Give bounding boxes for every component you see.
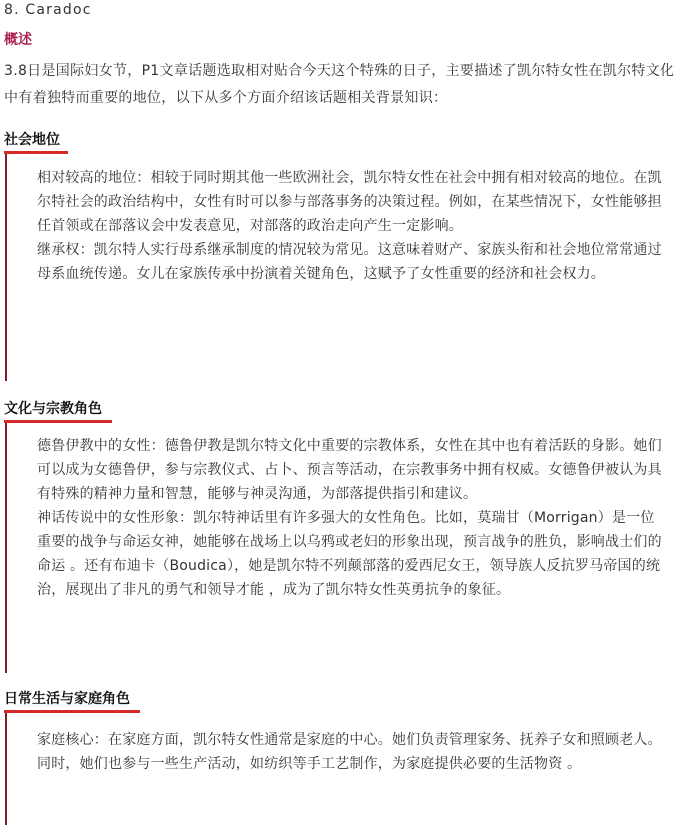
section-underline xyxy=(4,710,140,713)
item-number: 8. xyxy=(4,2,20,18)
section-title-culture-religion: 文化与宗教角色 xyxy=(4,401,102,417)
section-body-social-status xyxy=(37,166,665,286)
section-underline xyxy=(4,151,68,154)
section-underline xyxy=(4,420,112,423)
section-title-daily-life: 日常生活与家庭角色 xyxy=(4,691,130,707)
overview-title: 概述 xyxy=(4,32,32,48)
paragraph: 德鲁伊教中的女性：德鲁伊教是凯尔特文化中重要的宗教体系，女性在其中也有着活跃的身影。她们可以成为女德鲁伊，参与宗教仪式、占卜、预言等活动，在宗教事务中拥有权威。女德鲁伊被认为具有特殊的精神力量和智慧，能够与神灵沟通，为部落提供指引和建议。 xyxy=(37,438,662,502)
paragraph: 继承权：凯尔特人实行母系继承制度的情况较为常见。这意味着财产、家族头衔和社会地位常常通过母系血统传递。女儿在家族传承中扮演着关键角色，这赋予了女性重要的经济和社会权力。 xyxy=(37,242,662,282)
section-side-bar xyxy=(5,154,7,381)
item-name: Caradoc xyxy=(25,2,92,18)
section-side-bar xyxy=(5,423,7,673)
item-header xyxy=(4,0,92,20)
overview-text: 3.8日是国际妇女节，P1文章话题选取相对贴合今天这个特殊的日子，主要描述了凯尔特女性在凯尔特文化中有着独特而重要的地位，以下从多个方面介绍该话题相关背景知识： xyxy=(4,63,675,106)
section-body-daily-life xyxy=(37,728,665,776)
section-side-bar xyxy=(5,713,7,825)
section-title-social-status: 社会地位 xyxy=(4,132,60,148)
section-body-culture-religion xyxy=(37,434,665,602)
paragraph: 相对较高的地位：相较于同时期其他一些欧洲社会，凯尔特女性在社会中拥有相对较高的地位。在凯尔特社会的政治结构中，女性有时可以参与部落事务的决策过程。例如，在某些情况下，女性能够担任首领或在部落议会中发表意见，对部落的政治走向产生一定影响。 xyxy=(37,170,662,234)
paragraph: 神话传说中的女性形象：凯尔特神话里有许多强大的女性角色。比如，莫瑞甘（Morrigan）是一位重要的战争与命运女神，她能够在战场上以乌鸦或老妇的形象出现，预言战争的胜负，影响战士们的命运 。还有布迪卡（Boudica），她是凯尔特不列颠部落的爱西尼女王，领导族人反抗罗马帝国的统治，展现出了非凡的勇气和领导才能 ，成为了凯尔特女性英勇抗争的象征。 xyxy=(37,510,662,598)
paragraph: 家庭核心：在家庭方面，凯尔特女性通常是家庭的中心。她们负责管理家务、抚养子女和照顾老人。同时，她们也参与一些生产活动，如纺织等手工艺制作，为家庭提供必要的生活物资 。 xyxy=(37,732,662,772)
